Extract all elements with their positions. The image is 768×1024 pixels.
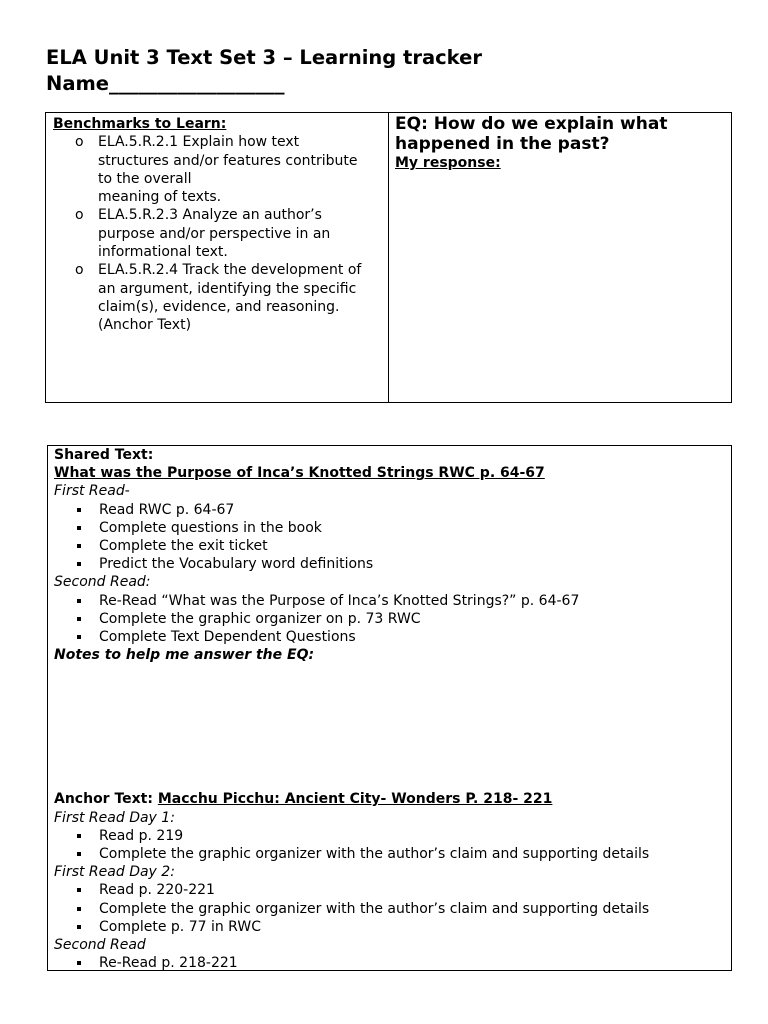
list-item: Complete the graphic organizer with the author’s claim and supporting details [54,845,731,863]
benchmark-item [53,133,388,206]
benchmark-item [53,206,388,261]
list-item: Re-Read “What was the Purpose of Inca’s Knotted Strings?” p. 64-67 [54,592,731,610]
list-item: Complete questions in the book [54,519,731,537]
eq-question-line: EQ: How do we explain what [395,114,668,134]
benchmark-line: ELA.5.R.2.1 Explain how text [98,134,300,151]
benchmark-line: claim(s), evidence, and reasoning. [98,298,340,315]
first-read-suffix: - [124,483,130,500]
shared-text-label: Shared Text: [54,447,154,463]
eq-question-line: happened in the past? [395,134,610,154]
first-read-label: First Read [54,483,125,500]
first-read-heading [54,482,731,500]
day1-label: First Read Day 1: [54,809,175,826]
benchmark-line: purpose and/or perspective in an [98,225,331,242]
my-response-label: My response: [395,155,501,171]
benchmark-line: to the overall [98,170,192,187]
benchmarks-eq-table [45,112,732,403]
circle-bullet-icon: o [75,134,84,151]
name-line: Name__________________ [46,72,285,95]
benchmark-line: an argument, identifying the specific [98,280,357,297]
day2-list [54,881,731,936]
eq-cell [389,113,731,402]
benchmarks-heading: Benchmarks to Learn: [53,116,227,132]
page-title: ELA Unit 3 Text Set 3 – Learning tracker [46,46,482,69]
document-title-block [46,45,482,97]
list-item: Complete Text Dependent Questions [54,628,731,646]
second-read-list [54,592,731,647]
second-read-label: Second Read: [54,574,151,591]
notes-area [54,664,731,790]
list-item: Read p. 219 [54,827,731,845]
benchmark-line: (Anchor Text) [98,317,192,334]
list-item: Complete the graphic organizer on p. 73 RWC [54,610,731,628]
circle-bullet-icon: o [75,262,84,279]
list-item: Complete the exit ticket [54,537,731,555]
benchmarks-list [53,133,388,334]
reading-plan-box [47,445,732,971]
anchor-text-label: Anchor Text: [54,791,158,808]
list-item: Complete the graphic organizer with the author’s claim and supporting details [54,900,731,918]
benchmark-line: meaning of texts. [98,189,222,206]
benchmarks-cell [46,113,389,402]
anchor-text-heading [54,790,731,808]
list-item: Read RWC p. 64-67 [54,501,731,519]
list-item: Read p. 220-221 [54,881,731,899]
notes-label: Notes to help me answer the EQ: [54,647,315,664]
first-read-list [54,501,731,574]
circle-bullet-icon: o [75,207,84,224]
list-item: Re-Read p. 218-221 [54,954,731,972]
benchmark-line: ELA.5.R.2.3 Analyze an author’s [98,207,322,224]
list-item: Complete p. 77 in RWC [54,918,731,936]
anchor-second-read-label: Second Read [54,937,146,954]
benchmark-line: structures and/or features contribute [98,152,358,169]
list-item: Predict the Vocabulary word definitions [54,555,731,573]
shared-text-title: What was the Purpose of Inca’s Knotted Strings RWC p. 64-67 [54,465,545,482]
day1-list [54,827,731,863]
benchmark-line: ELA.5.R.2.4 Track the development of [98,262,362,279]
anchor-text-title: Macchu Picchu: Ancient City- Wonders P. 218- 221 [157,791,553,808]
benchmark-item [53,261,388,334]
anchor-second-read-list [54,954,731,972]
day2-label: First Read Day 2: [54,864,175,881]
benchmark-line: informational text. [98,244,228,261]
eq-question [395,114,731,154]
